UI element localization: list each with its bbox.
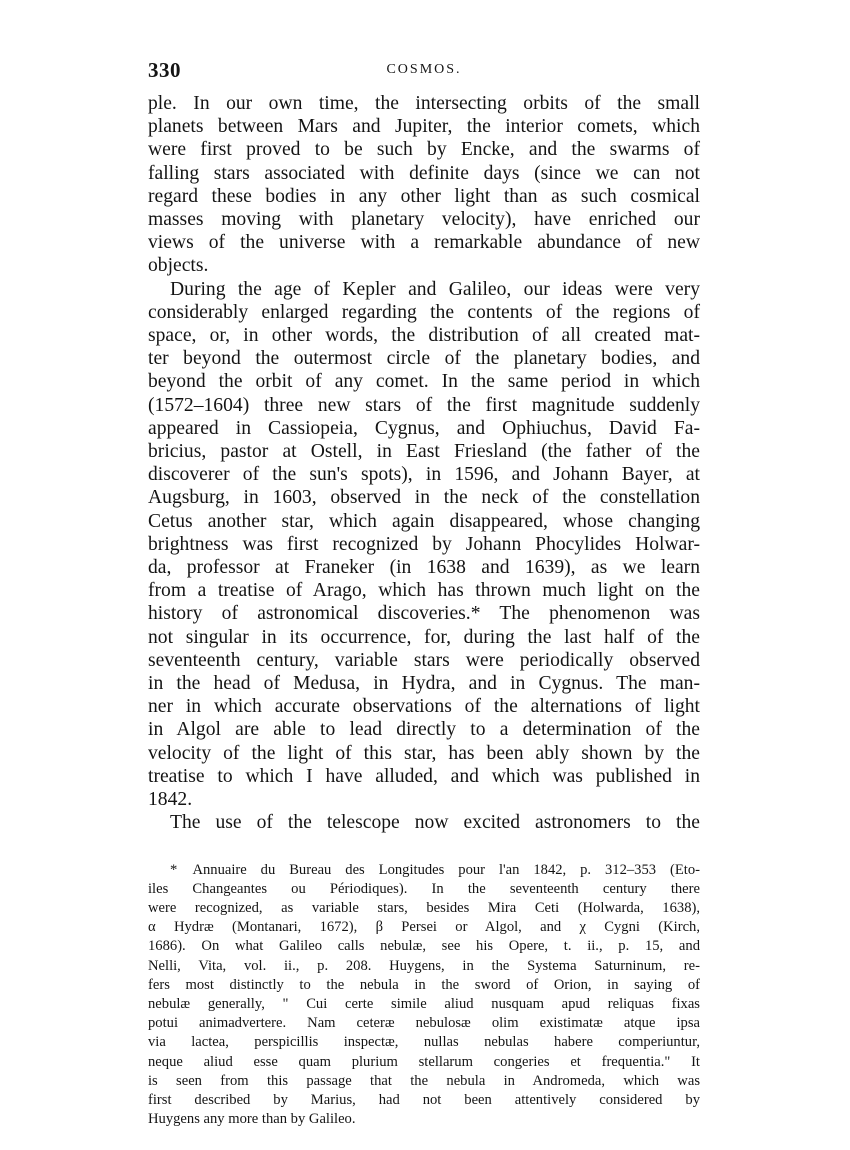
- text-line: in the head of Medusa, in Hydra, and in Cygnus. The man-: [148, 673, 700, 695]
- text-line: treatise to which I have alluded, and which was published in: [148, 765, 700, 787]
- footnote-line: fers most distinctly to the nebula in the sword of Orion, in saying of: [148, 976, 700, 993]
- text-line: discoverer of the sun's spots), in 1596, and Johann Bayer, at: [148, 464, 700, 486]
- text-line: ple. In our own time, the intersecting orbits of the small: [148, 93, 700, 114]
- text-line: brightness was first recognized by Johann Phocylides Holwar-: [148, 533, 700, 555]
- text-line: masses moving with planetary velocity), have enriched our: [148, 209, 700, 231]
- text-line: space, or, in other words, the distribution of all created mat-: [148, 325, 700, 347]
- book-page: [148, 58, 700, 1129]
- text-line: considerably enlarged regarding the contents of the regions of: [148, 301, 700, 323]
- footnote-line: 1686). On what Galileo calls nebulæ, see his Opere, t. ii., p. 15, and: [148, 938, 700, 955]
- text-line: in Algol are able to lead directly to a determination of the: [148, 719, 700, 741]
- footnote-line-text: Annuaire du Bureau des Longitudes pour l'an 1842, p. 312–353 (Eto-: [192, 861, 700, 878]
- text-line: ter beyond the outermost circle of the planetary bodies, and: [148, 348, 700, 370]
- footnote-line: via lactea, perspicillis inspectæ, nullas nebulas habere comperiuntur,: [148, 1034, 700, 1051]
- footnote-line: neque aliud esse quam plurium stellarum congeries et frequentia." It: [148, 1053, 700, 1070]
- text-line: Augsburg, in 1603, observed in the neck of the constellation: [148, 487, 700, 509]
- footnote-line: α Hydræ (Montanari, 1672), β Persei or Algol, and χ Cygni (Kirch,: [148, 919, 700, 936]
- footnote-line: nebulæ generally, " Cui certe simile aliud nusquam apud reliquas fixas: [148, 995, 700, 1012]
- paragraph-1: [148, 92, 700, 278]
- text-line: objects.: [148, 255, 209, 277]
- text-line: During the age of Kepler and Galileo, our ideas were very: [170, 278, 700, 300]
- paragraph-2: [148, 278, 700, 812]
- text-line: planets between Mars and Jupiter, the interior comets, which: [148, 116, 700, 138]
- main-text: [148, 92, 700, 835]
- text-line: appeared in Cassiopeia, Cygnus, and Ophiuchus, David Fa-: [148, 417, 700, 439]
- footnote-line: Nelli, Vita, vol. ii., p. 208. Huygens, in the Systema Saturninum, re-: [148, 957, 700, 974]
- footnote-line: potui animadvertere. Nam ceteræ nebulosæ olim existimatæ atque ipsa: [148, 1015, 700, 1032]
- running-head: [148, 58, 700, 92]
- text-line: views of the universe with a remarkable abundance of new: [148, 232, 700, 254]
- paragraph-3: [148, 811, 700, 834]
- text-line: seventeenth century, variable stars were periodically observed: [148, 649, 700, 671]
- running-title: COSMOS.: [386, 62, 462, 77]
- text-line: ner in which accurate observations of the alternations of light: [148, 696, 700, 718]
- text-line: velocity of the light of this star, has been ably shown by the: [148, 742, 700, 764]
- text-line: Cetus another star, which again disappeared, whose changing: [148, 510, 700, 532]
- footnote-marker: *: [170, 861, 178, 878]
- text-line: 1842.: [148, 789, 193, 811]
- text-line: The use of the telescope now excited astronomers to the: [170, 812, 700, 834]
- text-line: (1572–1604) three new stars of the first magnitude suddenly: [148, 394, 700, 416]
- text-line: da, professor at Franeker (in 1638 and 1639), as we learn: [148, 557, 700, 579]
- footnote: [148, 861, 700, 1130]
- text-line: falling stars associated with definite days (since we can not: [148, 162, 700, 184]
- page-number: 330: [148, 58, 181, 82]
- text-line: regard these bodies in any other light than as such cosmical: [148, 185, 700, 207]
- footnote-line: Huygens any more than by Galileo.: [148, 1111, 356, 1128]
- text-line: from a treatise of Arago, which has thrown much light on the: [148, 580, 700, 602]
- text-line: history of astronomical discoveries.* The phenomenon was: [148, 603, 700, 625]
- text-line: beyond the orbit of any comet. In the same period in which: [148, 371, 700, 393]
- footnote-line: were recognized, as variable stars, besides Mira Ceti (Holwarda, 1638),: [148, 899, 700, 916]
- text-line: bricius, pastor at Ostell, in East Friesland (the father of the: [148, 441, 700, 463]
- text-line: not singular in its occurrence, for, during the last half of the: [148, 626, 700, 648]
- text-line: were first proved to be such by Encke, and the swarms of: [148, 139, 700, 161]
- footnote-line: first described by Marius, had not been attentively considered by: [148, 1091, 700, 1108]
- footnote-line: is seen from this passage that the nebula in Andromeda, which was: [148, 1072, 700, 1089]
- footnote-line: iles Changeantes ou Périodiques). In the seventeenth century there: [148, 880, 700, 897]
- footnote-line: [148, 861, 700, 880]
